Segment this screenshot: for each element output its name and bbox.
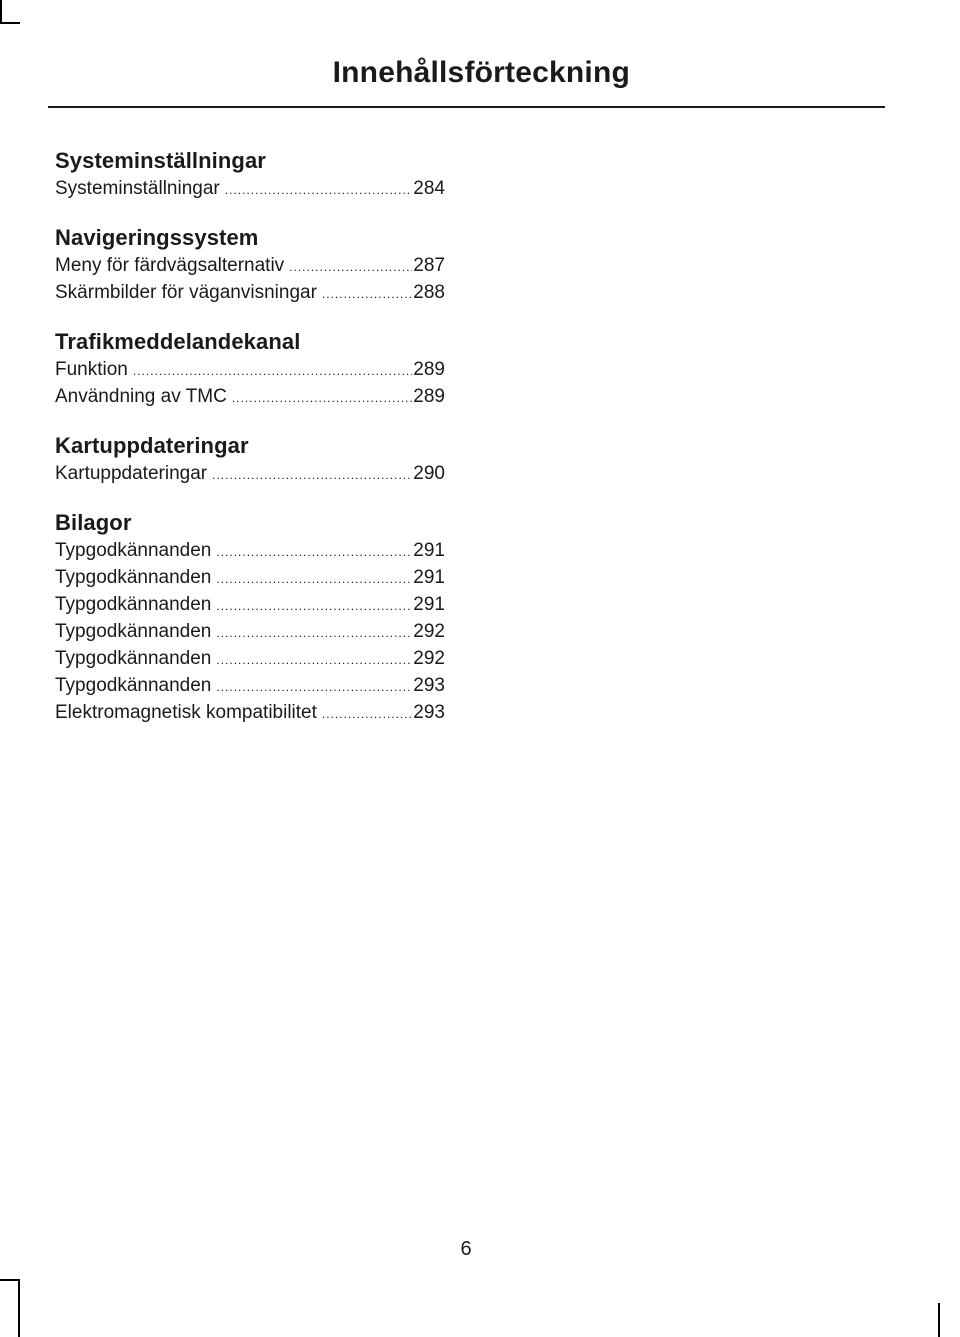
crop-mark-bottom-left-vertical xyxy=(18,1279,20,1337)
toc-section xyxy=(55,508,445,727)
entry-label: Systeminställningar xyxy=(55,178,220,199)
entry-label: Typgodkännanden xyxy=(55,540,212,561)
table-of-contents xyxy=(55,146,445,747)
toc-section xyxy=(55,431,445,488)
toc-entry[interactable] xyxy=(55,700,445,727)
entry-label: Meny för färdvägsalternativ xyxy=(55,255,285,276)
page-title: Innehållsförteckning xyxy=(332,56,630,89)
entry-label: Typgodkännanden xyxy=(55,675,212,696)
toc-section xyxy=(55,223,445,307)
section-title: Kartuppdateringar xyxy=(55,433,249,458)
entry-page-number: 287 xyxy=(413,255,445,276)
toc-entry[interactable] xyxy=(55,384,445,411)
toc-entry[interactable] xyxy=(55,619,445,646)
entry-page-number: 291 xyxy=(413,594,445,615)
entry-page-number: 293 xyxy=(413,702,445,723)
entry-label: Typgodkännanden xyxy=(55,648,212,669)
toc-entry[interactable] xyxy=(55,673,445,700)
dot-leader xyxy=(216,620,412,646)
entry-label: Skärmbilder för väganvisningar xyxy=(55,282,317,303)
toc-section xyxy=(55,327,445,411)
entry-label: Typgodkännanden xyxy=(55,567,212,588)
dot-leader xyxy=(322,281,412,307)
toc-entry[interactable] xyxy=(55,461,445,488)
dot-leader xyxy=(289,254,412,280)
entry-page-number: 292 xyxy=(413,648,445,669)
entry-page-number: 289 xyxy=(413,386,445,407)
dot-leader xyxy=(216,593,412,619)
entry-page-number: 292 xyxy=(413,621,445,642)
dot-leader xyxy=(212,462,412,488)
entry-label: Kartuppdateringar xyxy=(55,463,208,484)
entry-label: Funktion xyxy=(55,359,128,380)
title-divider xyxy=(48,106,885,108)
section-title: Trafikmeddelandekanal xyxy=(55,329,301,354)
toc-entry[interactable] xyxy=(55,357,445,384)
crop-mark-top-left-horizontal xyxy=(0,22,20,24)
entry-page-number: 290 xyxy=(413,463,445,484)
entry-page-number: 291 xyxy=(413,567,445,588)
entry-label: Typgodkännanden xyxy=(55,594,212,615)
crop-mark-top-left-vertical xyxy=(0,0,2,22)
dot-leader xyxy=(133,358,412,384)
toc-entry[interactable] xyxy=(55,176,445,203)
entry-page-number: 288 xyxy=(413,282,445,303)
toc-entry[interactable] xyxy=(55,592,445,619)
entry-label: Typgodkännanden xyxy=(55,621,212,642)
dot-leader xyxy=(216,539,412,565)
entry-page-number: 293 xyxy=(413,675,445,696)
dot-leader xyxy=(216,674,412,700)
section-title: Systeminställningar xyxy=(55,148,266,173)
toc-entry[interactable] xyxy=(55,565,445,592)
dot-leader xyxy=(322,701,412,727)
crop-mark-bottom-right-vertical xyxy=(938,1303,940,1337)
crop-mark-bottom-left-horizontal xyxy=(0,1279,20,1281)
toc-section xyxy=(55,146,445,203)
entry-label: Användning av TMC xyxy=(55,386,227,407)
section-title: Bilagor xyxy=(55,510,132,535)
entry-page-number: 289 xyxy=(413,359,445,380)
dot-leader xyxy=(216,566,412,592)
dot-leader xyxy=(225,177,413,203)
entry-page-number: 284 xyxy=(413,178,445,199)
entry-label: Elektromagnetisk kompatibilitet xyxy=(55,702,317,723)
entry-page-number: 291 xyxy=(413,540,445,561)
section-title: Navigeringssystem xyxy=(55,225,259,250)
toc-entry[interactable] xyxy=(55,280,445,307)
page-number-text: 6 xyxy=(460,1238,472,1260)
toc-entry[interactable] xyxy=(55,646,445,673)
dot-leader xyxy=(232,385,412,411)
toc-entry[interactable] xyxy=(55,538,445,565)
dot-leader xyxy=(216,647,412,673)
toc-entry[interactable] xyxy=(55,253,445,280)
